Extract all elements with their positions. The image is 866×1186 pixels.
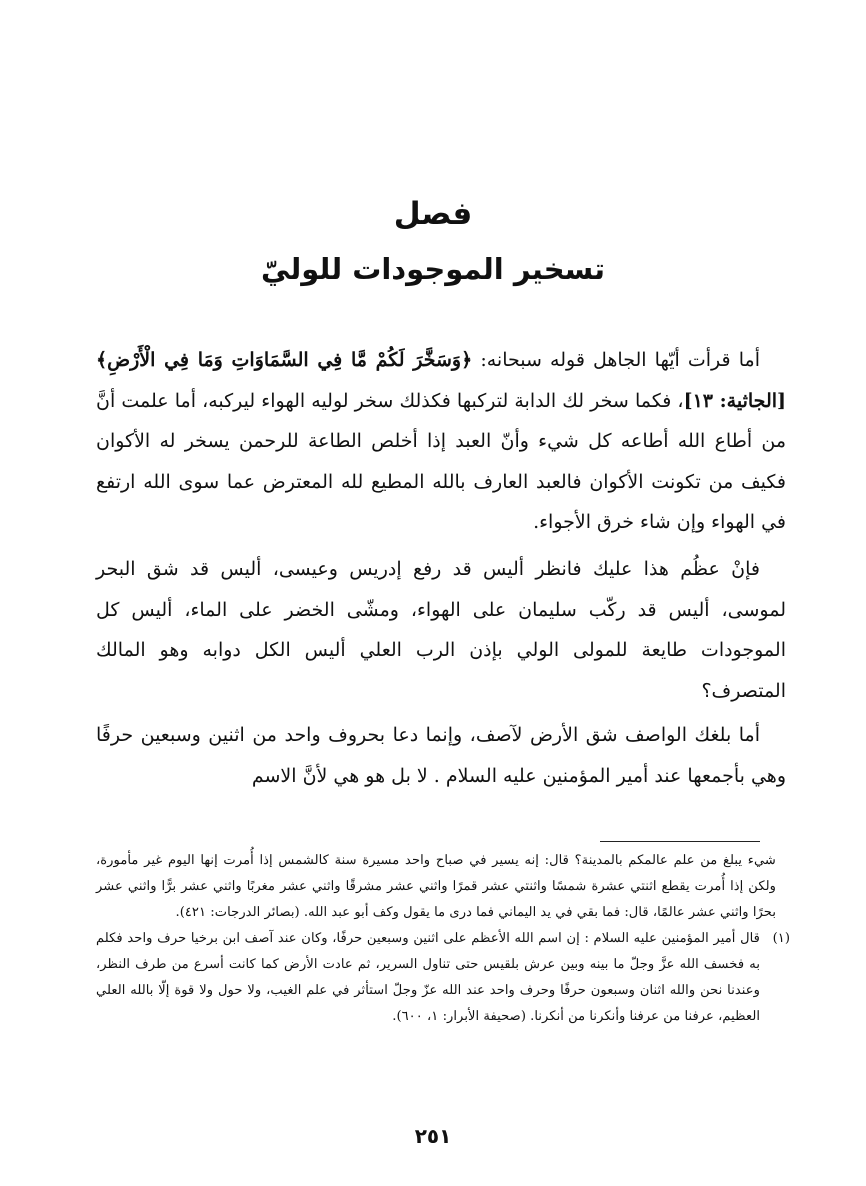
footnote-continuation: شيء يبلغ من علم عالمكم بالمدينة؟ قال: إنه يسير في صباح واحد مسيرة سنة كالشمس إذا أُمرت إنها اليوم غير مأمورة، ولكن إذا أُمرت يقطع اثنتي عشرة شمسًا واثنتي عشر قمرًا واثني عشر مشرقًا واثني عشر مغربًا واثني عشر برًّا واثني عشر بحرًا واثني عشر عالمًا، قال: فما بقي في يد اليماني فما درى ما يقول وكف أبو عبد الله. (بصائر الدرجات: ٤٢١). xyxy=(96,853,776,920)
paragraph-2-text: فإنْ عظُم هذا عليك فانظر أليس قد رفع إدريس وعيسى، أليس قد شق البحر لموسى، أليس قد ركّب سليمان على الهواء، ومشّى الخضر على الماء، أليس كل الموجودات طايعة للمولى الولي بإذن الرب العلي أليس الكل دوابه وهو المالك المتصرف؟ xyxy=(96,558,786,702)
verse-source: [الجاثية: ١٣] xyxy=(683,389,787,412)
paragraph-1 xyxy=(96,340,786,543)
section-subtitle: تسخير الموجودات للوليّ xyxy=(260,252,605,286)
paragraph-3-text: أما بلغك الواصف شق الأرض لآصف، وإنما دعا بحروف واحد من اثنين وسبعين حرفًا وهي بأجمعها عند أمير المؤمنين عليه السلام . لا بل هو هي لأنَّ الاسم xyxy=(96,724,786,787)
quran-verse: ﴿وَسَخَّرَ لَكُمْ مَّا فِي السَّمَاوَاتِ وَمَا فِي الْأَرْضِ﴾ xyxy=(96,349,473,371)
paragraph-1-lead: أما قرأت أيّها الجاهل قوله سبحانه: xyxy=(472,349,760,371)
paragraph-3 xyxy=(96,715,786,796)
footnote-1 xyxy=(96,926,790,1030)
page-number: ٢٥١ xyxy=(414,1124,452,1148)
footnote-1-text: قال أمير المؤمنين عليه السلام : إن اسم الله الأعظم على اثنين وسبعين حرفًا، وكان عند آصف ابن برخيا حرف واحد فكلم به فخسف الله عزَّ وجلّ ما بينه وبين عرش بلقيس حتى تناول السرير، ثم عادت الأرض كما كانت أسرع من طرف النظر، وعندنا نحن والله اثنان وسبعون حرفًا وحرف واحد عند الله عزّ وجلّ استأثر في علم الغيب، ولا حول ولا قوة إلّا بالله العلي العظيم، عرفنا من عرفنا وأنكرنا من أنكرنا. (صحيفة الأبرار: ١، ٦٠٠). xyxy=(96,931,760,1024)
footnote-divider xyxy=(600,841,760,842)
footnote-number: (١) xyxy=(772,931,790,946)
section-heading: فصل xyxy=(393,196,473,232)
paragraph-1-rest: ، فكما سخر لك الدابة لتركبها فكذلك سخر لوليه الهواء ليركبه، أما علمت أنَّ من أطاع الله أطاعه كل شيء وأنّ العبد إذا أخلص الطاعة للرحمن يسخر له الأكوان فكيف من تكونت الأكوان فالعبد العارف بالله المطيع لله المعترض عما سوى الله ارتفع في الهواء وإن شاء خرق الأجواء. xyxy=(96,389,786,533)
paragraph-2 xyxy=(96,549,786,711)
footnotes xyxy=(96,848,790,1030)
